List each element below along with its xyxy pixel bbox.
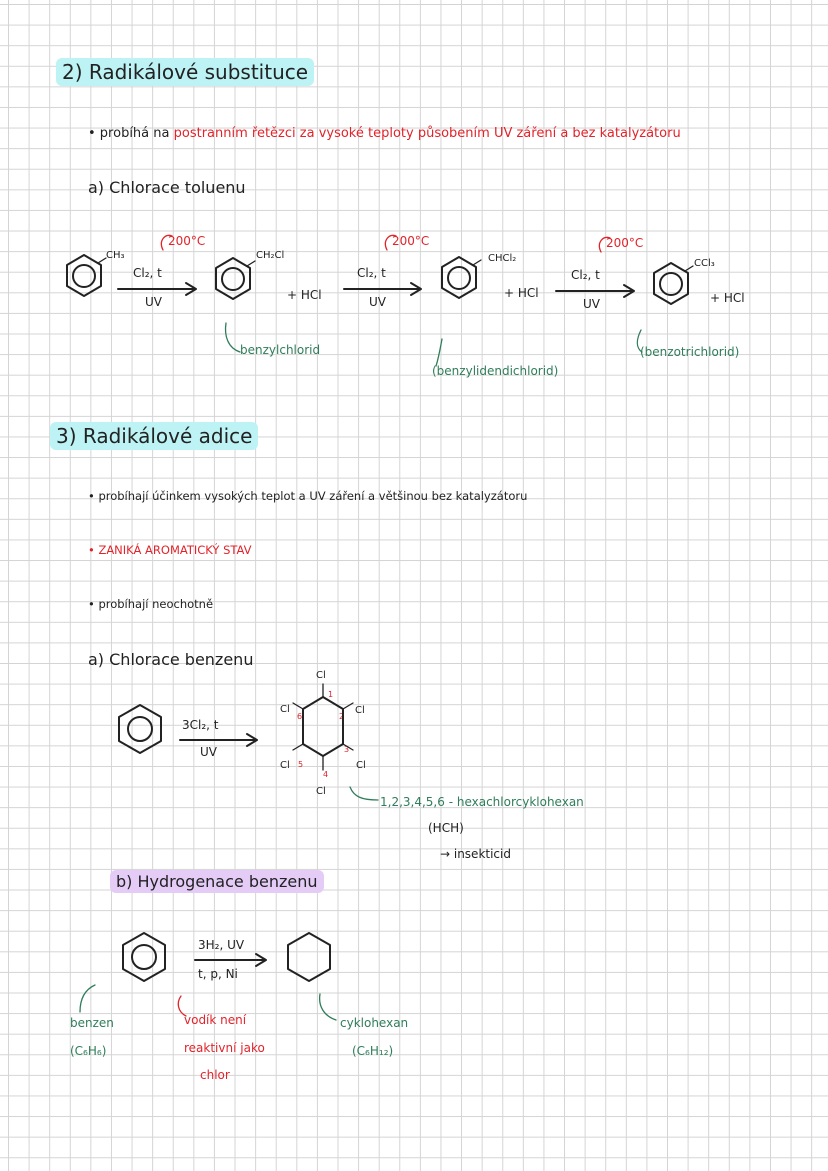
cl-label-lower-left: Cl <box>280 760 290 771</box>
reaction2-arrow <box>344 283 421 295</box>
ring-number-6: 6 <box>297 712 303 721</box>
product2-substituent: CHCl₂ <box>488 253 517 264</box>
ring-number-3: 3 <box>344 745 350 754</box>
ring-number-4: 4 <box>323 770 329 779</box>
section-3-title: 3) Radikálové adice <box>50 422 258 450</box>
cyclohexane-label: cyklohexan <box>340 1016 409 1030</box>
bullet-highlight-text: postranním řetězci za vysoké teploty působením UV záření a bez katalyzátoru <box>173 126 681 141</box>
subsection-benzene-chlorination: a) Chlorace benzenu <box>88 650 254 669</box>
benzylchloride-structure <box>216 258 255 299</box>
reaction1-reagent: Cl₂, t <box>133 266 162 280</box>
section-2-title: 2) Radikálové substituce <box>56 58 314 86</box>
reaction3-arrow <box>556 285 634 297</box>
pointer-temp-1 <box>161 235 172 250</box>
subsection-benzene-hydrogenation: b) Hydrogenace benzenu <box>110 870 324 893</box>
cl-label-upper-left: Cl <box>280 704 290 715</box>
product1-byproduct: + HCl <box>287 288 322 302</box>
ring-number-2: 2 <box>339 712 345 721</box>
reaction-b-reagent: 3H₂, UV <box>198 938 245 952</box>
reaction3-condition: UV <box>583 297 600 311</box>
reaction-b-condition: t, p, Ni <box>198 967 238 981</box>
product1-name: benzylchlorid <box>240 343 321 357</box>
hch-full-name: 1,2,3,4,5,6 - hexachlorcyklohexan <box>380 795 584 809</box>
pointer-benzylidenedichloride <box>436 339 442 366</box>
reaction1-arrow <box>118 283 196 295</box>
product1-substituent: CH₂Cl <box>256 250 285 261</box>
pointer-benzene <box>80 985 95 1012</box>
cyclohexane-structure <box>288 933 330 981</box>
bullet-addition-conditions: • probíhají účinkem vysokých teplot a UV záření a většinou bez katalyzátoru <box>88 489 528 503</box>
reaction2-reagent: Cl₂, t <box>357 266 386 280</box>
product2-name: (benzylidendichlorid) <box>432 364 559 378</box>
pointer-temp-2 <box>385 235 396 250</box>
hexachlorocyclohexane-structure <box>293 684 353 770</box>
reaction1-condition: UV <box>145 295 162 309</box>
hydrogen-note-line1: vodík není <box>184 1013 247 1027</box>
benzene-structure-hydrogenation <box>123 933 165 981</box>
product3-substituent: CCl₃ <box>694 258 715 269</box>
benzene-label: benzen <box>70 1016 114 1030</box>
cl-label-bottom: Cl <box>316 786 326 797</box>
toluene-structure <box>67 255 106 296</box>
hch-abbreviation: (HCH) <box>428 821 464 835</box>
reaction2-temperature: 200°C <box>392 234 430 248</box>
bullet-prefix: • probíhá na <box>88 126 170 141</box>
pointer-cyclohexane <box>320 994 336 1020</box>
benzylidenedichloride-structure <box>442 257 481 298</box>
benzene-structure-chlorination <box>119 705 161 753</box>
pointer-hch <box>350 787 378 800</box>
reaction-b-arrow <box>195 954 266 966</box>
reaction1-temperature: 200°C <box>168 234 206 248</box>
pointer-temp-3 <box>599 237 610 252</box>
cyclohexane-formula: (C₆H₁₂) <box>352 1044 394 1058</box>
pointer-benzylchloride <box>226 323 240 352</box>
bullet-aromaticity-lost: • ZANIKÁ AROMATICKÝ STAV <box>88 543 252 557</box>
hch-use: → insekticid <box>440 847 511 861</box>
toluene-substituent: CH₃ <box>106 250 125 261</box>
ring-number-5: 5 <box>298 760 304 769</box>
pointer-hydrogen-note <box>178 996 186 1016</box>
cl-label-upper-right: Cl <box>355 705 365 716</box>
product3-byproduct: + HCl <box>710 291 745 305</box>
hydrogen-note-line3: chlor <box>200 1068 230 1082</box>
benzotrichloride-structure <box>654 263 693 304</box>
cl-label-lower-right: Cl <box>356 760 366 771</box>
product2-byproduct: + HCl <box>504 286 539 300</box>
reaction3-temperature: 200°C <box>606 236 644 250</box>
reaction2-condition: UV <box>369 295 386 309</box>
bullet-reluctant: • probíhají neochotně <box>88 597 214 611</box>
ring-number-1: 1 <box>328 690 334 699</box>
benzene-formula: (C₆H₆) <box>70 1044 107 1058</box>
reaction-a-condition: UV <box>200 745 217 759</box>
hydrogen-note-line2: reaktivní jako <box>184 1041 265 1055</box>
pointer-benzotrichloride <box>637 330 642 352</box>
reaction-a-reagent: 3Cl₂, t <box>182 718 219 732</box>
product3-name: (benzotrichlorid) <box>640 345 740 359</box>
cl-label-top: Cl <box>316 670 326 681</box>
reaction3-reagent: Cl₂, t <box>571 268 600 282</box>
subsection-toluene-chlorination: a) Chlorace toluenu <box>88 178 246 197</box>
reaction-a-arrow <box>180 734 257 746</box>
